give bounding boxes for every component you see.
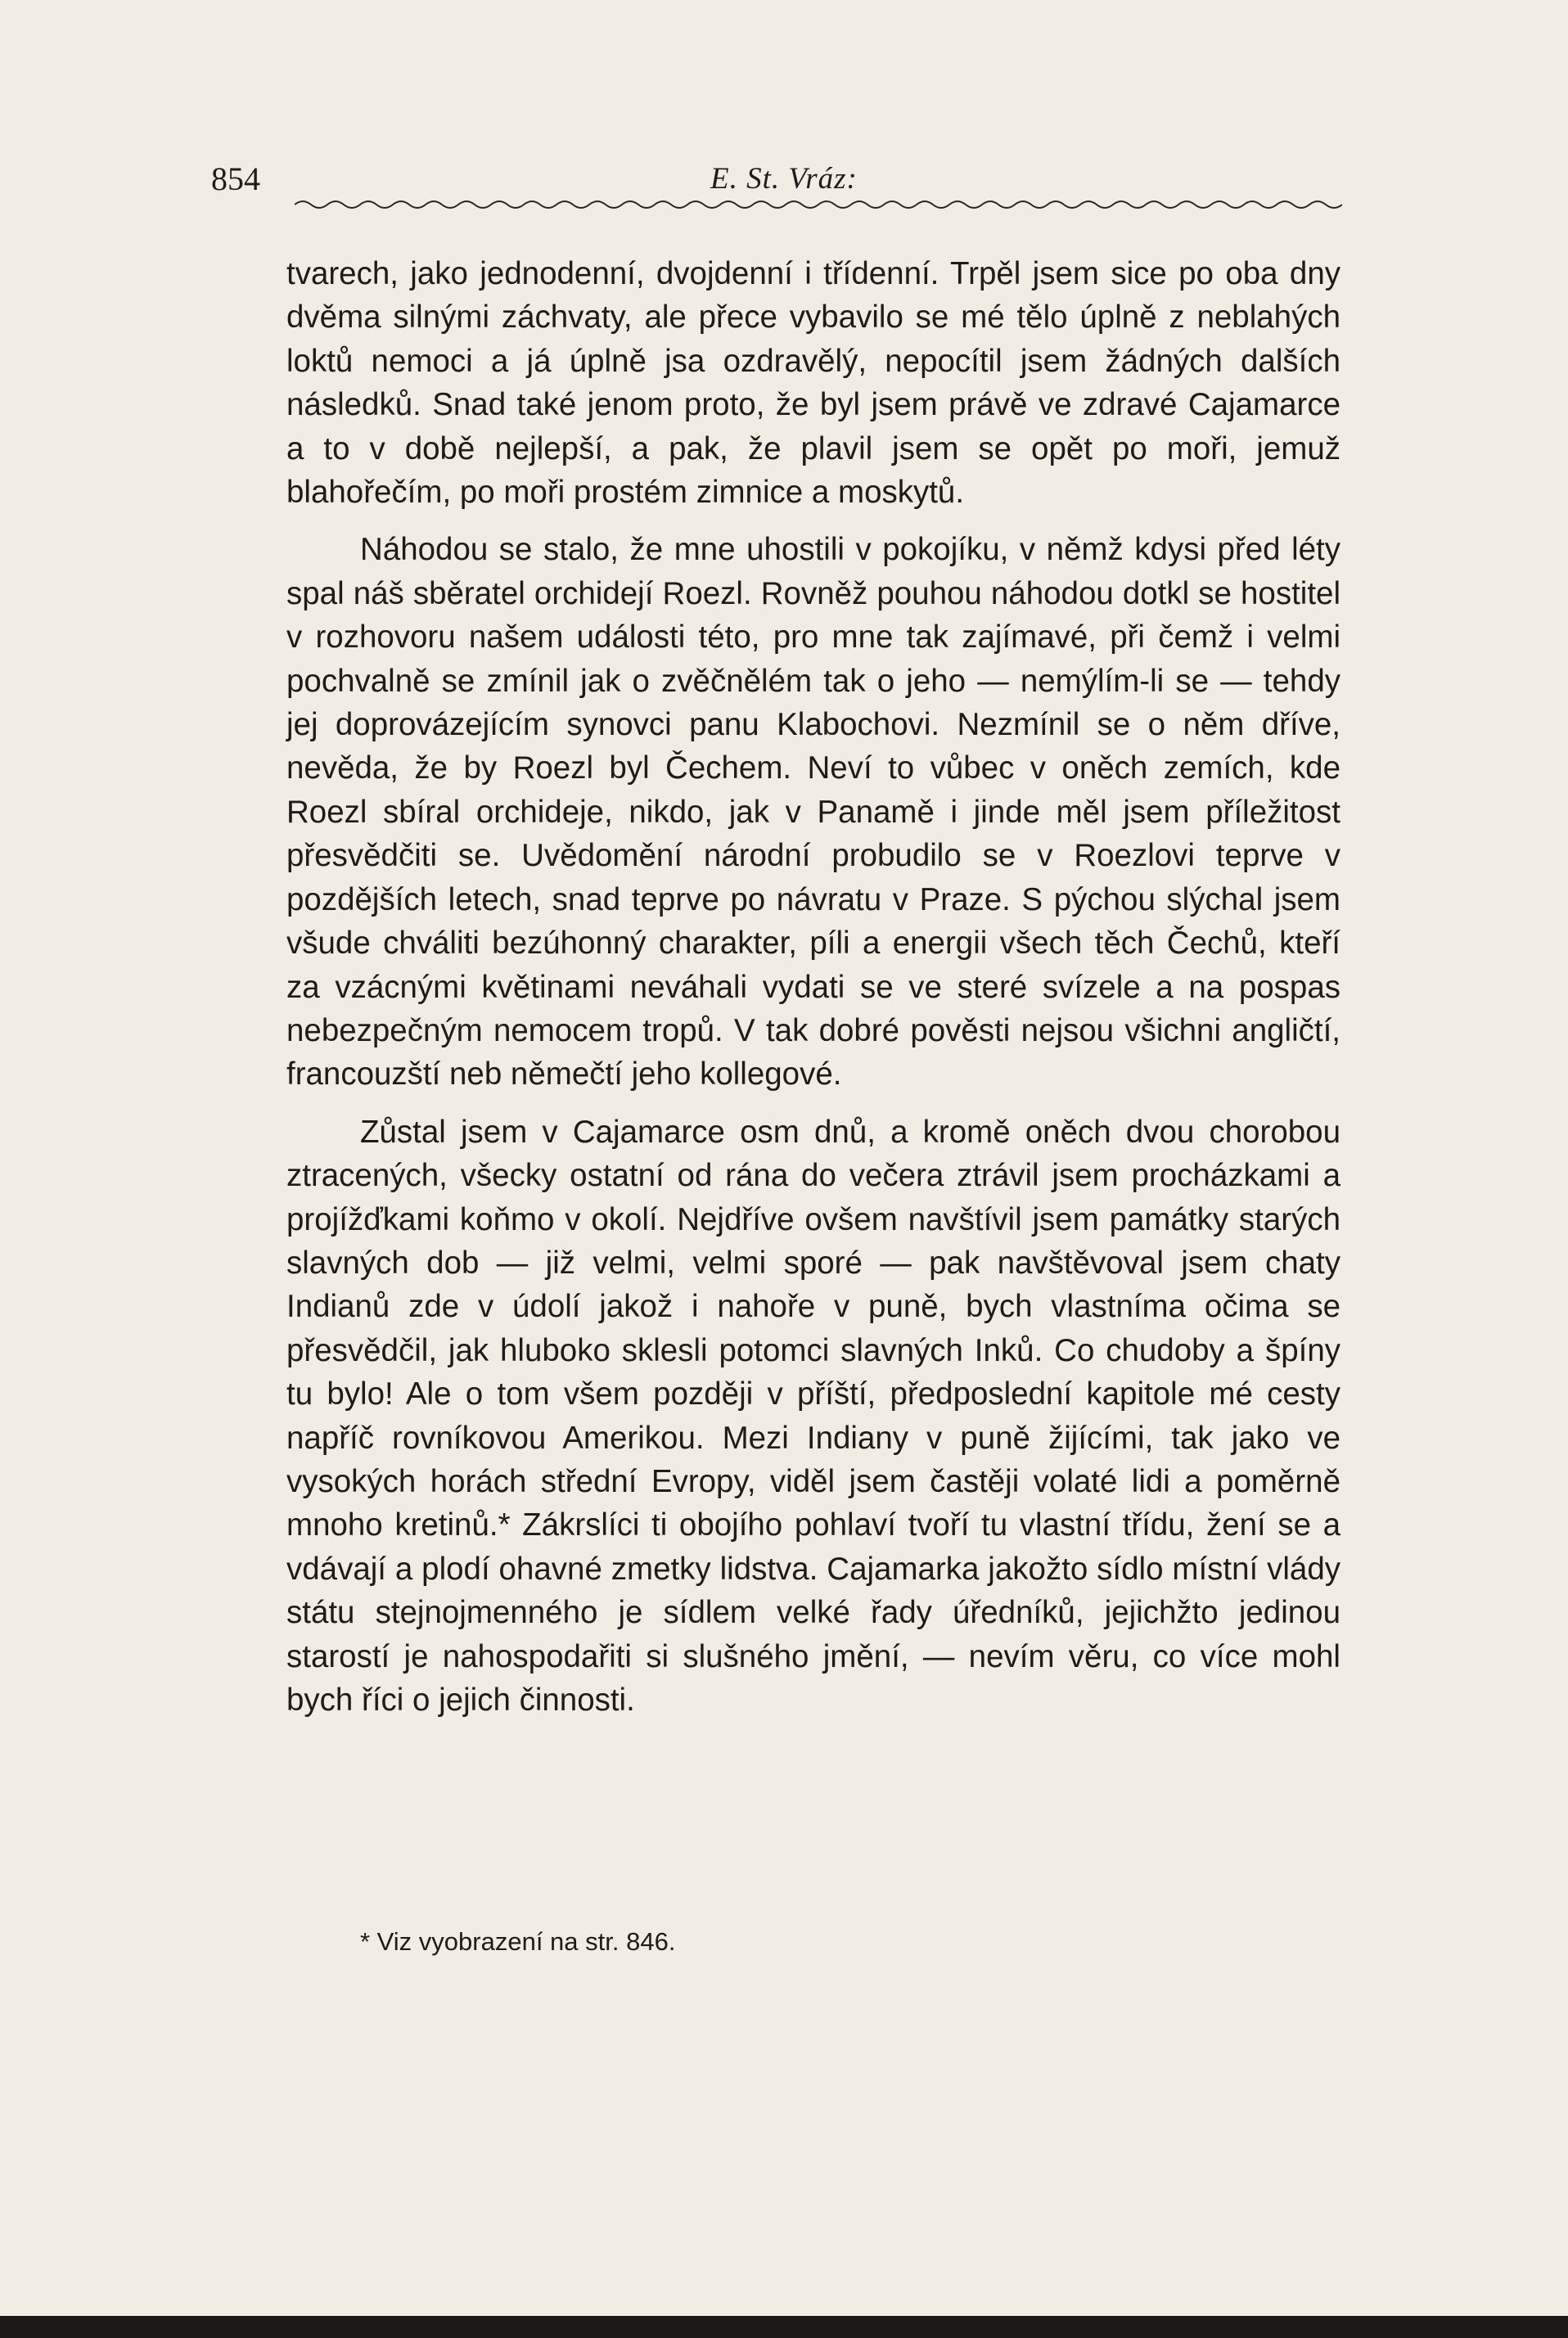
footnote: * Viz vyobrazení na str. 846.	[360, 1927, 676, 1956]
page-number: 854	[211, 160, 260, 197]
wavy-header-rule	[295, 195, 1342, 213]
paragraph-2: Náhodou se stalo, že mne uhostili v pokojíku, v němž kdysi před léty spal náš sběratel orchidejí Roezl. Rovněž pouhou náhodou dotkl se hostitel v rozhovoru našem události této, pro mne tak zajímavé, při čemž i velmi pochvalně se zmínil jak o zvěčnělém tak o jeho — nemýlím-li se — tehdy jej doprovázejícím synovci panu Klabochovi. Nezmínil se o něm dříve, nevěda, že by Roezl byl Čechem. Neví to vůbec v oněch zemích, kde Roezl sbíral orchideje, nikdo, jak v Panamě i jinde měl jsem příležitost přesvědčiti se. Uvědomění národní probudilo se v Roezlovi teprve v pozdějších letech, snad teprve po návratu v Praze. S pýchou slýchal jsem všude chváliti bezúhonný charakter, píli a energii všech těch Čechů, kteří za vzácnými květinami neváhali vydati se ve steré svízele a na pospas nebezpečným nemocem tropů. V tak dobré pověsti nejsou všichni angličtí, francouzští neb němečtí jeho kollegové.	[286, 532, 1340, 1092]
scan-bottom-edge	[0, 2316, 1568, 2338]
running-head: E. St. Vráz:	[710, 162, 858, 196]
body-text	[286, 252, 1340, 1736]
paragraph-1: tvarech, jako jednodenní, dvojdenní i třídenní. Trpěl jsem sice po oba dny dvěma silnými záchvaty, ale přece vybavilo se mé tělo úplně z neblahých loktů nemoci a já úplně jsa ozdravělý, nepocítil jsem žádných dalších následků. Snad také jenom proto, že byl jsem právě ve zdravé Cajamarce a to v době nejlepší, a pak, že plavil jsem se opět po moři, jemuž blahořečím, po moři prostém zimnice a moskytů.	[286, 256, 1340, 511]
paragraph-3: Zůstal jsem v Cajamarce osm dnů, a kromě oněch dvou chorobou ztracených, všecky ostatní od rána do večera ztrávil jsem procházkami a projížďkami koňmo v okolí. Nejdříve ovšem navštívil jsem památky starých slavných dob — již velmi, velmi sporé — pak navštěvoval jsem chaty Indianů zde v údolí jakož i nahoře v puně, bych vlastníma očima se přesvědčil, jak hluboko sklesli potomci slavných Inků. Co chudoby a špíny tu bylo! Ale o tom všem později v příští, předposlední kapitole mé cesty napříč rovníkovou Amerikou. Mezi Indiany v puně žijícími, tak jako ve vysokých horách střední Evropy, viděl jsem častěji volaté lidi a poměrně mnoho kretinů.* Zákrslíci ti obojího pohlaví tvoří tu vlastní třídu, žení se a vdávají a plodí ohavné zmetky lidstva. Cajamarka jakožto sídlo místní vlády státu stejnojmenného je sídlem velké řady úředníků, jejichžto jedinou starostí je nahospodařiti si slušného jmění, — nevím věru, co více mohl bych říci o jejich činnosti.	[286, 1114, 1340, 1718]
